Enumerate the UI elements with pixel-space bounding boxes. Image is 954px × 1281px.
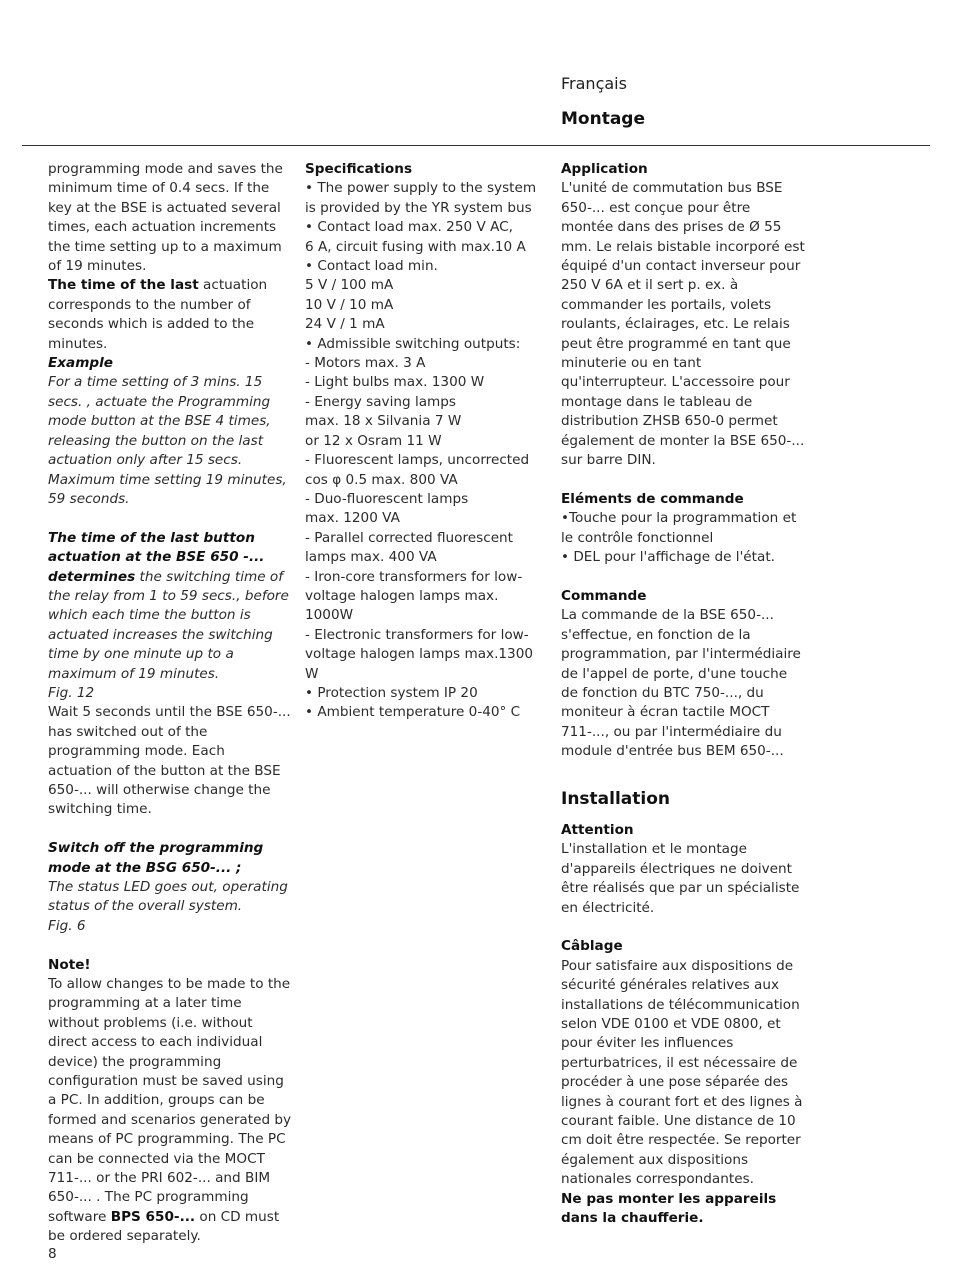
spec-line: • Admissible switching outputs: <box>305 335 521 352</box>
operation-heading: Commande <box>561 587 647 604</box>
instruction-heading: Switch off the programming mode at the BSG 650-... ; <box>48 840 264 876</box>
bold-text: BPS 650-... <box>110 1208 196 1225</box>
paragraph <box>48 276 293 354</box>
spec-line: • Contact load min. <box>305 258 438 275</box>
figure-reference: Fig. 6 <box>48 917 86 934</box>
spec-line: • The power supply to the system is provided by the YR system bus <box>305 180 537 216</box>
note-text <box>48 975 293 1247</box>
list-item: • DEL pour l'affichage de l'état. <box>561 549 775 566</box>
spec-line: or 12 x Osram 11 W <box>305 432 442 449</box>
spec-line: 5 V / 100 mA <box>305 277 394 294</box>
spec-line: • Ambient temperature 0-40° C <box>305 704 521 721</box>
spec-line: - Motors max. 3 A <box>305 355 426 372</box>
wiring-heading: Câblage <box>561 938 623 955</box>
spec-line: 10 V / 10 mA <box>305 296 394 313</box>
bold-text: The time of the last button actuation at the BSE 650 -... determines <box>48 529 265 585</box>
spec-line: - Parallel corrected fluorescent lamps max. 400 VA <box>305 529 514 566</box>
installation-heading: Installation <box>561 788 671 809</box>
page-number: 8 <box>48 1246 57 1262</box>
figure-reference: Fig. 12 <box>48 684 95 701</box>
paragraph <box>48 529 293 684</box>
language-label: Français <box>561 74 627 93</box>
paragraph: Pour satisfaire aux dispositions de sécurité générales relatives aux installations de télécommunication selon VDE 0100 et VDE 0800, et pour éviter les influences perturbatrices, il est nécessaire de procéder à une pose séparée des lignes à courant fort et des lignes à courant faible. Une distance de 10 cm doit être respectée. Se reporter également aux dispositions nationales correspondantes. <box>561 957 803 1188</box>
example-heading: Example <box>48 355 114 372</box>
spec-line: • Protection system IP 20 <box>305 684 478 701</box>
text: To allow changes to be made to the programming at a later time without problems (i.e. without direct access to each individual device) the programming configuration must be saved using a PC. In addition, groups can be formed and scenarios generated by means of PC programming. The PC can be connected via the MOCT 711-... or the PRI 602-... and BIM 650-... . The PC programming software <box>48 976 292 1225</box>
paragraph: L'installation et le montage d'appareils électriques ne doivent être réalisés que par un spécialiste en électricité. <box>561 841 800 916</box>
warning-text: Ne pas monter les appareils dans la chaufferie. <box>561 1190 777 1227</box>
spec-line: 6 A, circuit fusing with max.10 A <box>305 238 526 255</box>
paragraph: Wait 5 seconds until the BSE 650-... has switched out of the programming mode. Each actuation of the button at the BSE 650-... will otherwise change the switching time. <box>48 704 291 818</box>
text: actuation corresponds to the number of seconds which is added to the minutes. <box>48 277 268 352</box>
spec-line: - Fluorescent lamps, uncorrected cos φ 0.5 max. 800 VA <box>305 452 530 488</box>
specifications-heading: Specifications <box>305 161 413 177</box>
list-item: •Touche pour la programmation et le contrôle fonctionnel <box>561 510 797 546</box>
spec-line: - Duo-fluorescent lamps <box>305 490 469 507</box>
paragraph: The status LED goes out, operating status of the overall system. <box>48 879 288 915</box>
bold-text: The time of the last <box>48 277 199 294</box>
spec-line: max. 18 x Silvania 7 W <box>305 413 462 430</box>
header-rule <box>22 145 930 146</box>
specifications-list <box>305 179 550 722</box>
paragraph: programming mode and saves the minimum time of 0.4 secs. If the key at the BSE is actuated several times, each actuation increments the time setting up to a maximum of 19 minutes. <box>48 161 283 275</box>
column-middle <box>305 160 550 723</box>
attention-heading: Attention <box>561 821 634 838</box>
spec-line: max. 1200 VA <box>305 510 400 527</box>
text: on CD must be ordered separately. <box>48 1208 280 1245</box>
spec-line: • Contact load max. 250 V AC, <box>305 219 513 236</box>
section-title: Montage <box>561 109 645 129</box>
spec-line: - Electronic transformers for low-voltage halogen lamps max.1300 W <box>305 626 533 682</box>
note-heading: Note! <box>48 956 91 973</box>
column-right <box>561 160 806 1228</box>
text: the switching time of the relay from 1 to 59 secs., before which each time the button is actuated increases the switching time by one minute up to a maximum of 19 minutes. <box>48 568 289 682</box>
spec-line: - Energy saving lamps <box>305 393 456 410</box>
spec-line: - Light bulbs max. 1300 W <box>305 374 485 391</box>
paragraph: L'unité de commutation bus BSE 650-... est conçue pour être montée dans des prises de Ø 55 mm. Le relais bistable incorporé est équipé d'un contact inverseur pour 250 V 6A et il sert p. ex. à commander les portails, volets roulants, éclairages, etc. Le relais peut être programmé en tant que minuterie ou en tant qu'interrupteur. L'accessoire pour montage dans le tableau de distribution ZHSB 650-0 permet également de monter la BSE 650-... sur barre DIN. <box>561 180 805 469</box>
example-text: For a time setting of 3 mins. 15 secs. , actuate the Programming mode button at the BSE 4 times, releasing the button on the last actuation only after 15 secs. Maximum time setting 19 minutes, 59 seconds. <box>48 374 287 507</box>
application-heading: Application <box>561 161 648 177</box>
spec-line: 24 V / 1 mA <box>305 316 385 333</box>
paragraph: La commande de la BSE 650-... s'effectue, en fonction de la programmation, par l'intermédiaire de l'appel de porte, d'une touche de fonction du BTC 750-..., du moniteur à écran tactile MOCT 711-..., ou par l'intermédiaire du module d'entrée bus BEM 650-... <box>561 607 801 760</box>
controls-heading: Eléments de commande <box>561 490 744 507</box>
spec-line: - Iron-core transformers for low-voltage halogen lamps max. 1000W <box>305 568 523 624</box>
column-left <box>48 160 293 1247</box>
